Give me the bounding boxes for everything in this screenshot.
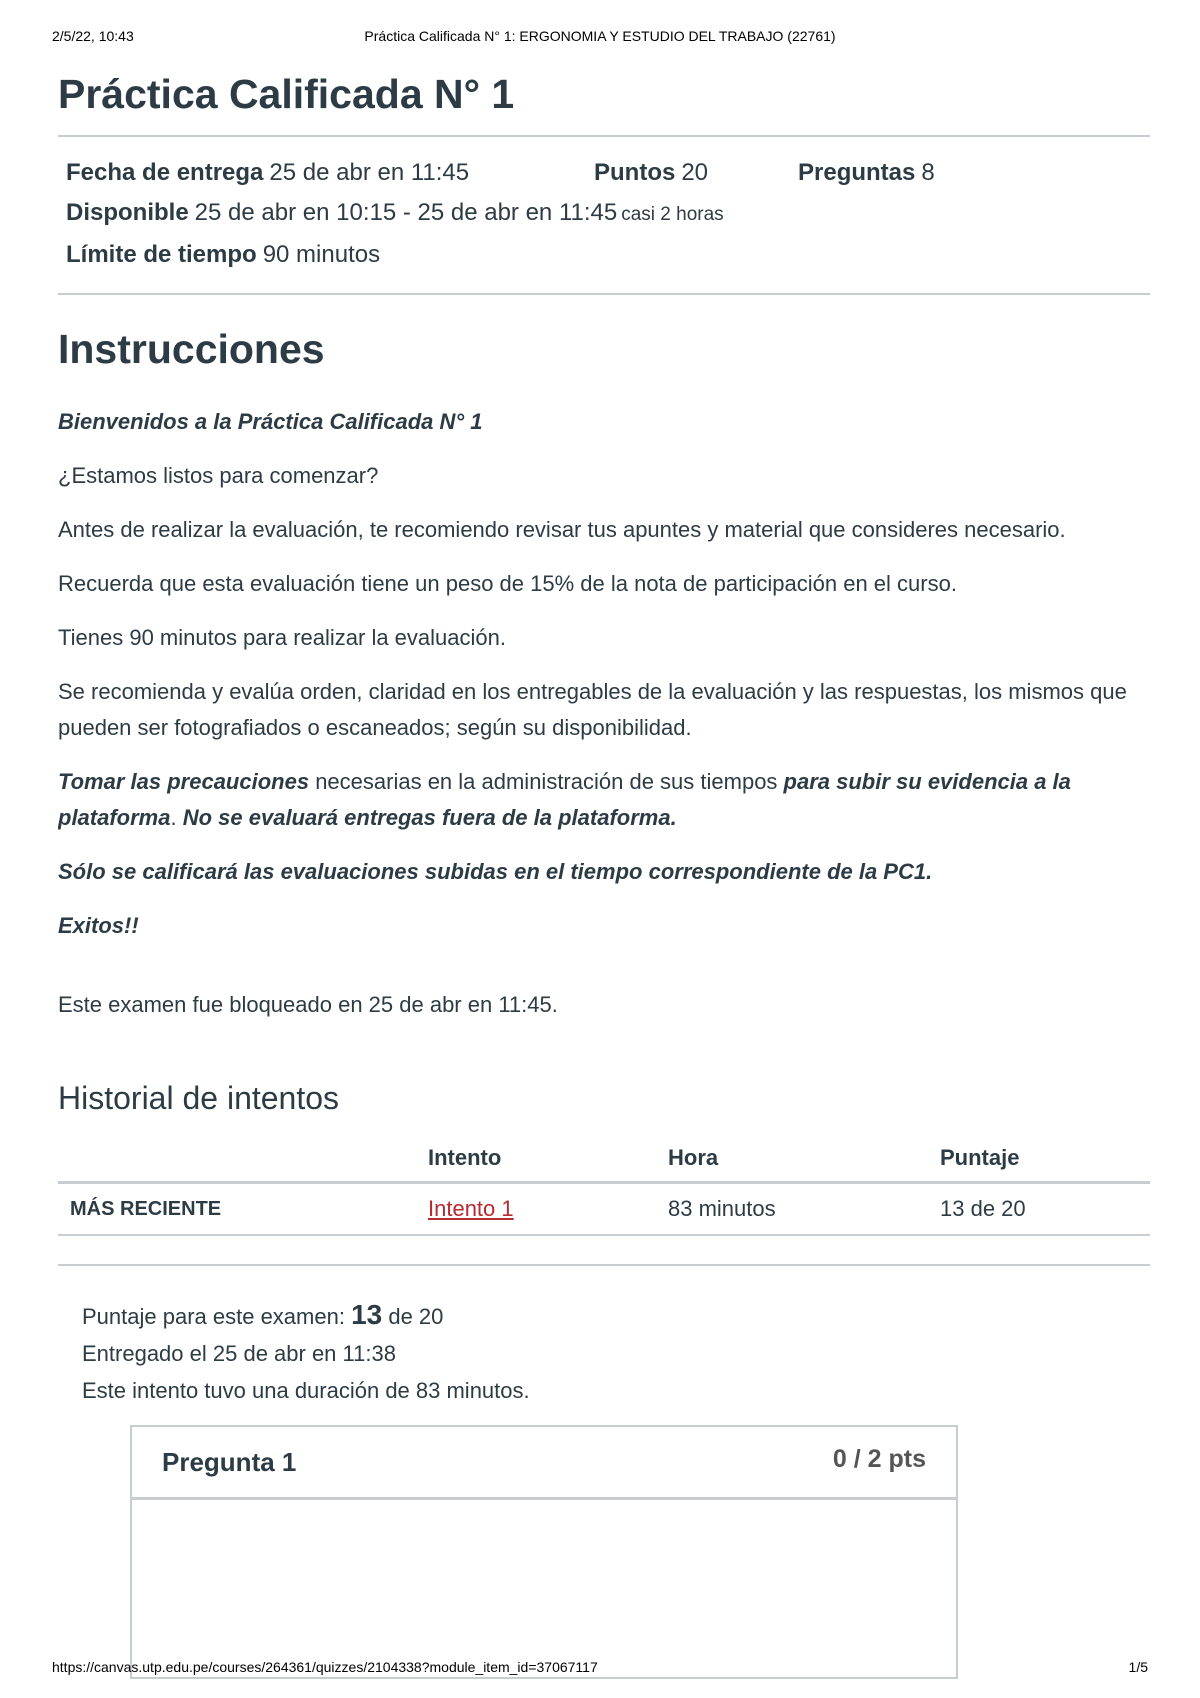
emphasis-text: Tomar las precauciones (58, 769, 310, 795)
points-label: Puntos (594, 159, 676, 187)
instruction-paragraph: ¿Estamos listos para comenzar? (58, 463, 379, 489)
score-prefix: Puntaje para este examen: (82, 1304, 352, 1330)
print-document-title: Práctica Calificada N° 1: ERGONOMIA Y ESTUDIO DEL TRABAJO (22761) (364, 28, 836, 44)
question-title: Pregunta 1 (162, 1447, 297, 1477)
question-points: 0 / 2 pts (832, 1445, 926, 1473)
points-value: 20 (681, 159, 709, 187)
questions-count (798, 153, 935, 193)
available-value: 25 de abr en 10:15 - 25 de abr en 11:45 (194, 199, 618, 227)
instruction-paragraph: Tienes 90 minutos para realizar la evaluación. (58, 625, 506, 651)
available-label: Disponible (66, 199, 189, 227)
details-row-due (66, 153, 1142, 193)
print-date: 2/5/22, 10:43 (52, 28, 134, 44)
instruction-paragraph: Exitos!! (58, 913, 139, 939)
instructions-heading: Instrucciones (58, 326, 325, 373)
emphasis-text: No se evaluará entregas fuera de la plataforma. (182, 805, 677, 831)
questions-label: Preguntas (798, 159, 916, 187)
print-url: https://canvas.utp.edu.pe/courses/264361/quizzes/2104338?module_item_id=37067117 (52, 1659, 598, 1675)
attempt-score: 13 de 20 (928, 1183, 1150, 1236)
plain-text: necesarias en la administración de sus tiempos (309, 769, 784, 795)
score-line (82, 1296, 1150, 1335)
quiz-details (58, 137, 1150, 293)
instruction-paragraph (58, 764, 1150, 836)
due-date-value: 25 de abr en 11:45 (269, 159, 470, 187)
points (594, 153, 798, 193)
table-row (58, 1183, 1150, 1236)
history-heading: Historial de intentos (58, 1080, 340, 1117)
attempt-history-table (58, 1139, 1150, 1236)
score-value: 13 (351, 1299, 383, 1331)
questions-value: 8 (921, 159, 935, 187)
details-row-time-limit (66, 235, 1142, 275)
print-footer (52, 1659, 1148, 1679)
table-header-row (58, 1139, 1150, 1183)
instruction-paragraph: Antes de realizar la evaluación, te recomiendo revisar tus apuntes y material que consideres necesario. (58, 517, 1066, 543)
attempt-time: 83 minutos (656, 1183, 928, 1236)
submitted-at: Entregado el 25 de abr en 11:38 (82, 1341, 396, 1367)
instruction-paragraph: Sólo se calificará las evaluaciones subidas en el tiempo correspondiente de la PC1. (58, 859, 933, 885)
available-duration: casi 2 horas (621, 204, 724, 226)
print-header (52, 28, 1148, 48)
instruction-paragraph: Recuerda que esta evaluación tiene un peso de 15% de la nota de participación en el curso. (58, 571, 957, 597)
column-header: Hora (656, 1139, 928, 1183)
question-header (132, 1427, 956, 1500)
instructions-body (58, 404, 1150, 944)
quiz-content (58, 58, 1150, 1648)
attempt-duration: Este intento tuvo una duración de 83 minutos. (82, 1378, 530, 1404)
plain-text: . (170, 805, 183, 831)
column-header (58, 1139, 416, 1183)
divider (58, 293, 1150, 295)
attempt-row-label: MÁS RECIENTE (58, 1183, 416, 1236)
instruction-paragraph: Se recomienda y evalúa orden, claridad en los entregables de la evaluación y las respuestas, los mismos que pueden ser fotografiados o escaneados; según su disponibilidad. (58, 679, 1127, 741)
welcome-text: Bienvenidos a la Práctica Calificada N° 1 (58, 409, 483, 435)
locked-notice: Este examen fue bloqueado en 25 de abr en 11:45. (58, 992, 558, 1018)
page-number: 1/5 (1128, 1659, 1148, 1675)
column-header: Puntaje (928, 1139, 1150, 1183)
time-limit-value: 90 minutos (262, 241, 381, 269)
page-title: Práctica Calificada N° 1 (58, 71, 515, 117)
column-header: Intento (416, 1139, 656, 1183)
emphasis-text: para subir su evidencia a la plataforma (58, 769, 1071, 831)
question-card (130, 1425, 958, 1679)
due-date (66, 153, 594, 193)
time-limit-label: Límite de tiempo (66, 241, 257, 269)
attempt-link[interactable]: Intento 1 (428, 1196, 514, 1222)
score-suffix: de 20 (382, 1304, 444, 1330)
attempt-cell (416, 1183, 656, 1236)
details-row-available (66, 193, 1142, 235)
due-date-label: Fecha de entrega (66, 159, 264, 187)
score-summary (58, 1266, 1150, 1409)
